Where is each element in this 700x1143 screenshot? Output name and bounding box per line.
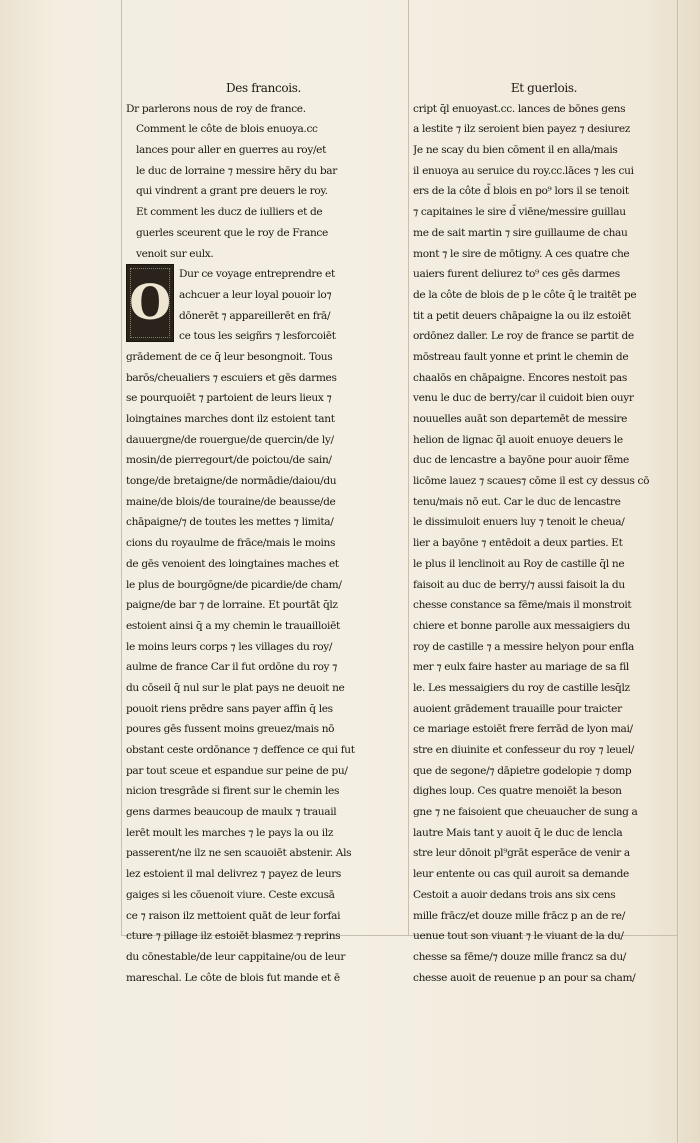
- text-line: pouoit riens prēdre sans payer affin q̄ les: [126, 702, 333, 715]
- text-line: par tout sceue et espandue sur peine de pu/: [126, 764, 348, 777]
- right-column: [413, 78, 675, 988]
- column-rule-left: [121, 0, 122, 935]
- text-line: poures gēs fussent moins greuez/mais nō: [126, 723, 335, 736]
- running-header-right: Et guerlois.: [510, 81, 578, 95]
- text-line: mosin/de pierregourt/de poictou/de sain/: [126, 454, 332, 467]
- text-line: Dr parlerons nous de roy de france.: [126, 102, 306, 115]
- text-line: dighes loup. Ces quatre menoiēt la beson: [413, 785, 622, 798]
- text-line: Dur ce voyage entreprendre et: [179, 268, 335, 281]
- text-line: cture ⁊ pillage ilz estoiēt blasmez ⁊ reprins: [126, 930, 341, 943]
- text-line: du cōseil q̄ nul sur le plat pays ne deuoit ne: [126, 681, 345, 694]
- text-line: venoit sur eulx.: [136, 247, 214, 260]
- text-line: le. Les messaigiers du roy de castille lesq̄lz: [413, 681, 630, 694]
- text-line: lerēt moult les marches ⁊ le pays la ou ilz: [126, 826, 334, 839]
- text-line: ce tous les seigñrs ⁊ lesforcoiēt: [179, 330, 336, 343]
- text-line: stre leur dōnoit pl⁹grāt esperāce de venir a: [413, 847, 630, 860]
- left-column: [126, 78, 401, 988]
- text-line: estoient ainsi q̄ a my chemin le trauailloiēt: [126, 619, 340, 632]
- text-line: mer ⁊ eulx faire haster au mariage de sa fil: [413, 661, 629, 674]
- text-line: lez estoient il mal delivrez ⁊ payez de leurs: [126, 868, 341, 881]
- text-line: achcuer a leur loyal pouoir lo⁊: [179, 288, 332, 301]
- text-line: a lestite ⁊ ilz seroient bien payez ⁊ desiurez: [413, 123, 631, 136]
- text-line: Je ne scay du bien cōment il en alla/mais: [413, 144, 618, 157]
- text-line: ers de la côte d̄ blois en po⁹ lors il se tenoit: [413, 185, 629, 198]
- text-line: Cestoit a auoir dedans trois ans six cens: [413, 888, 616, 901]
- text-line: le moins leurs corps ⁊ les villages du roy/: [126, 640, 333, 653]
- text-line: Comment le côte de blois enuoya.cc: [136, 123, 318, 136]
- text-line: ce mariage estoiēt frere ferrād de lyon mai/: [413, 723, 633, 736]
- text-line: mōstreau fault yonne et print le chemin de: [413, 350, 629, 363]
- text-line: chāpaigne/⁊ de toutes les mettes ⁊ limita/: [126, 516, 334, 529]
- text-line: de la côte de blois de p le côte q̄ le traitēt pe: [413, 288, 637, 301]
- text-line: gaiges si les cōuenoit viure. Ceste excusā: [126, 888, 335, 901]
- text-line: dōnerēt ⁊ appareillerēt en frā/: [179, 309, 331, 322]
- text-line: chesse sa fēme/⁊ douze mille francz sa du/: [413, 950, 627, 963]
- left-lines-body: [126, 347, 401, 988]
- text-line: helion de lignac q̄l auoit enuoye deuers le: [413, 433, 623, 446]
- text-line: gne ⁊ ne faisoient que cheuaucher de sung a: [413, 806, 638, 819]
- text-line: faisoit au duc de berry/⁊ aussi faisoit la du: [413, 578, 625, 591]
- text-line: chesse auoit de reuenue p an pour sa cham/: [413, 971, 636, 984]
- decorated-initial: O: [126, 264, 174, 342]
- page-edge-rule: [677, 0, 678, 1143]
- left-lines-top: [126, 99, 401, 265]
- text-line: duc de lencastre a bayōne pour auoir fēme: [413, 454, 629, 467]
- text-line: tenu/mais nō eut. Car le duc de lencastre: [413, 495, 621, 508]
- running-header-left: Des francois.: [226, 81, 301, 95]
- column-rule-middle: [408, 0, 409, 935]
- text-line: tonge/de bretaigne/de normādie/daiou/du: [126, 475, 337, 488]
- text-line: cript q̄l enuoyast.cc. lances de bōnes gens: [413, 102, 626, 115]
- text-line: auoient grādement trauaille pour traicter: [413, 702, 622, 715]
- text-line: se pourquoiēt ⁊ partoient de leurs lieux ⁊: [126, 392, 332, 405]
- text-line: obstant ceste ordōnance ⁊ deffence ce qui fut: [126, 744, 355, 756]
- text-line: que de segone/⁊ dāpietre godelopie ⁊ domp: [413, 764, 632, 777]
- text-line: chesse constance sa fēme/mais il monstroit: [413, 599, 632, 612]
- text-line: nicion tresgrāde si firent sur le chemin les: [126, 785, 340, 798]
- text-line: uenue tout son viuant ⁊ le viuant de la du/: [413, 930, 624, 943]
- text-line: roy de castille ⁊ a messire helyon pour enfla: [413, 640, 634, 653]
- text-line: paigne/de bar ⁊ de lorraine. Et pourtāt q̄lz: [126, 599, 338, 612]
- text-line: maine/de blois/de touraine/de beausse/de: [126, 495, 336, 508]
- text-line: passerent/ne ilz ne sen scauoiēt abstenir. Als: [126, 847, 352, 860]
- text-line: tit a petit deuers chāpaigne la ou ilz estoiēt: [413, 309, 631, 322]
- text-line: guerles sceurent que le roy de France: [136, 226, 328, 239]
- text-line: ordōnez daller. Le roy de france se partit de: [413, 330, 634, 343]
- text-line: mareschal. Le côte de blois fut mande et ē: [126, 971, 340, 984]
- text-line: de gēs venoient des loingtaines maches et: [126, 557, 339, 570]
- text-line: il enuoya au seruice du roy.cc.lāces ⁊ les cui: [413, 164, 634, 177]
- text-line: ⁊ capitaines le sire d̄ viēne/messire guillau: [413, 206, 626, 219]
- text-line: venu le duc de berry/car il cuidoit bien ouyr: [413, 392, 634, 405]
- text-line: le dissimuloit enuers luy ⁊ tenoit le cheua/: [413, 516, 625, 529]
- text-line: mont ⁊ le sire de mōtigny. A ces quatre che: [413, 247, 630, 260]
- text-line: mille frācz/et douze mille frācz p an de re/: [413, 909, 625, 922]
- text-line: dauuergne/de rouergue/de quercin/de ly/: [126, 433, 334, 446]
- text-line: lautre Mais tant y auoit q̄ le duc de lencla: [413, 826, 623, 839]
- text-line: qui vindrent a grant pre deuers le roy.: [136, 185, 328, 198]
- text-line: loingtaines marches dont ilz estoient tant: [126, 413, 335, 425]
- text-line: lances pour aller en guerres au roy/et: [136, 144, 327, 157]
- right-lines-body: [413, 99, 675, 989]
- text-line: le plus il lenclinoit au Roy de castille q̄l ne: [413, 557, 625, 570]
- text-line: lier a bayōne ⁊ entēdoit a deux parties. Et: [413, 537, 623, 550]
- text-line: cions du royaulme de frāce/mais le moins: [126, 537, 336, 550]
- dropcap-paragraph: [126, 264, 401, 347]
- text-line: grādement de ce q̄ leur besongnoit. Tous: [126, 350, 333, 363]
- text-line: chaalōs en chāpaigne. Encores nestoit pas: [413, 371, 627, 384]
- text-line: du cōnestable/de leur cappitaine/ou de leur: [126, 950, 346, 963]
- text-line: me de sait martin ⁊ sire guillaume de chau: [413, 226, 628, 239]
- text-line: ce ⁊ raison ilz mettoient quāt de leur forfai: [126, 909, 341, 922]
- text-line: barōs/cheualiers ⁊ escuiers et gēs darmes: [126, 371, 337, 384]
- text-line: chiere et bonne parolle aux messaigiers du: [413, 619, 630, 632]
- text-line: Et comment les ducz de iulliers et de: [136, 206, 323, 219]
- text-line: nouuelles auāt son departemēt de messire: [413, 413, 628, 425]
- text-line: le plus de bourgōgne/de picardie/de cham/: [126, 578, 342, 591]
- text-line: stre en diuinite et confesseur du roy ⁊ leuel/: [413, 744, 634, 756]
- text-line: le duc de lorraine ⁊ messire hēry du bar: [136, 164, 337, 177]
- text-line: gens darmes beaucoup de maulx ⁊ trauail: [126, 806, 337, 819]
- text-line: licōme lauez ⁊ scaues⁊ cōme il est cy dessus cō: [413, 475, 650, 488]
- text-line: uaiers furent deliurez to⁹ ces gēs darmes: [413, 268, 620, 281]
- text-line: aulme de france Car il fut ordōne du roy ⁊: [126, 661, 338, 674]
- text-line: leur entente ou cas quil auroit sa demande: [413, 868, 629, 881]
